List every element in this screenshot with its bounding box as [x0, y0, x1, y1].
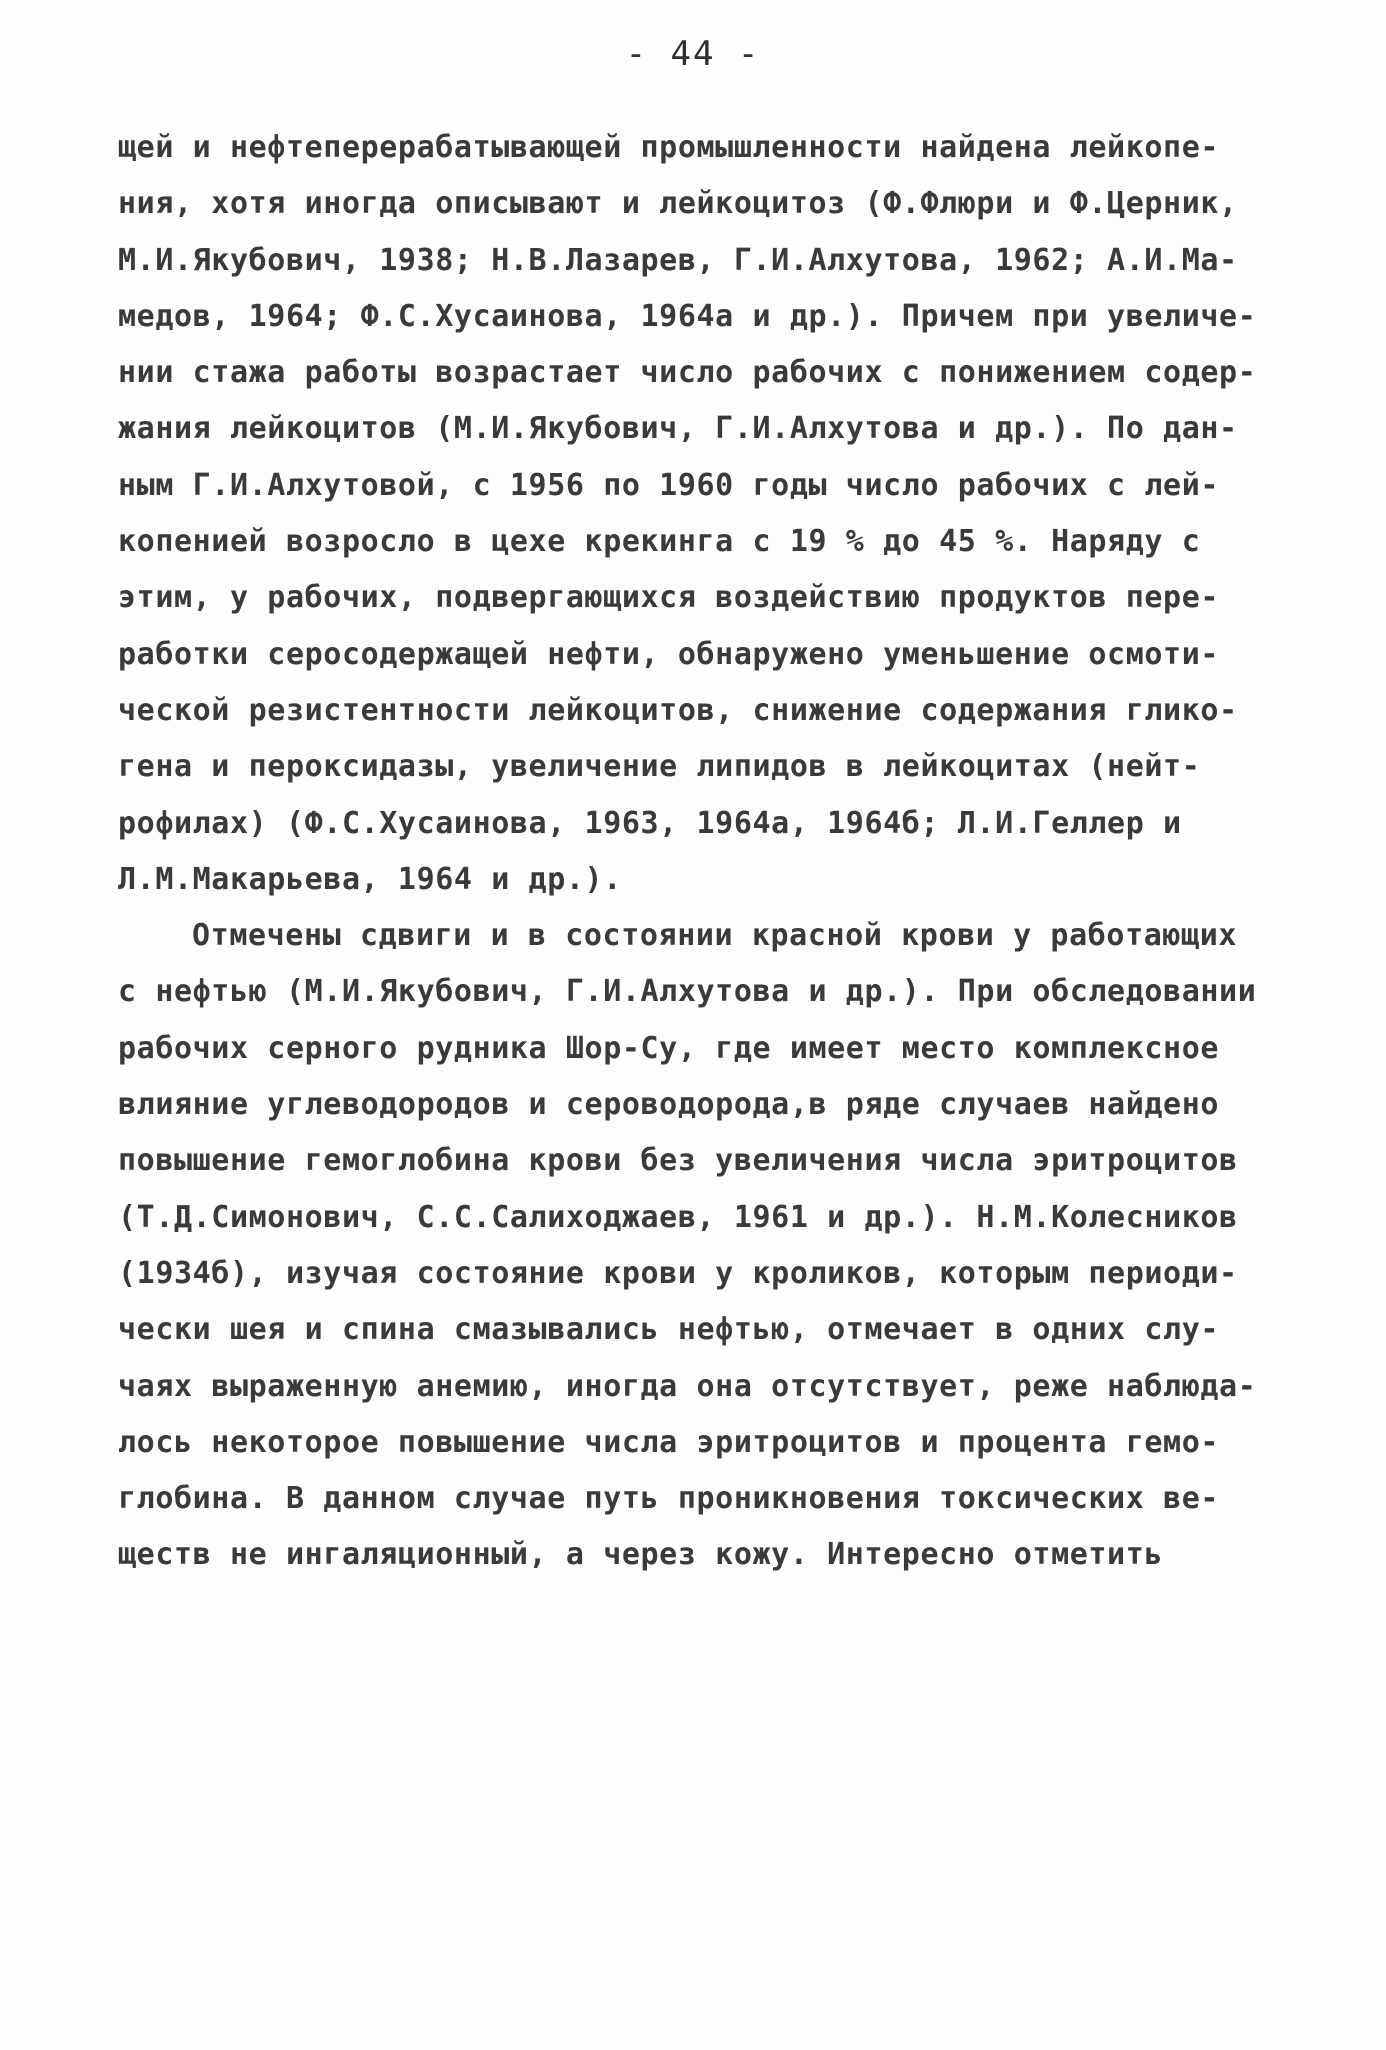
text-line: гена и пероксидазы, увеличение липидов в лейкоцитах (нейт-: [118, 749, 1201, 785]
text-line: рофилах) (Ф.С.Хусаинова, 1963, 1964а, 1964б; Л.И.Геллер и: [118, 805, 1182, 841]
text-line: копенией возросло в цехе крекинга с 19 % до 45 %. Наряду с: [118, 524, 1201, 560]
paragraph-2: [118, 908, 1288, 1584]
text-line: чески шея и спина смазывались нефтью, отмечает в одних слу-: [118, 1312, 1220, 1348]
text-line: влияние углеводородов и сероводорода,в ряде случаев найдено: [118, 1087, 1220, 1123]
text-line: повышение гемоглобина крови без увеличения числа эритроцитов: [118, 1143, 1238, 1179]
page-number: - 44 -: [625, 34, 761, 74]
text-line: жания лейкоцитов (М.И.Якубович, Г.И.Алхутова и др.). По дан-: [118, 411, 1238, 447]
text-line: рабочих серного рудника Шор-Су, где имеет место комплексное: [118, 1030, 1220, 1066]
text-line: (1934б), изучая состояние крови у кроликов, которым периоди-: [118, 1255, 1238, 1291]
text-line: М.И.Якубович, 1938; Н.В.Лазарев, Г.И.Алхутова, 1962; А.И.Ма-: [118, 242, 1238, 278]
text-line: Отмечены сдвиги и в состоянии красной крови у работающих: [192, 918, 1238, 954]
text-line: ния, хотя иногда описывают и лейкоцитоз (Ф.Флюри и Ф.Церник,: [118, 186, 1238, 222]
body-text: [118, 120, 1288, 1584]
text-line: ческой резистентности лейкоцитов, снижение содержания глико-: [118, 692, 1238, 728]
text-line: ным Г.И.Алхутовой, с 1956 по 1960 годы число рабочих с лей-: [118, 467, 1220, 503]
text-line: чаях выраженную анемию, иногда она отсутствует, реже наблюда-: [118, 1368, 1257, 1404]
text-line: работки серосодержащей нефти, обнаружено уменьшение осмоти-: [118, 636, 1220, 672]
text-line: ществ не ингаляционный, а через кожу. Интересно отметить: [118, 1537, 1164, 1573]
text-line: с нефтью (М.И.Якубович, Г.И.Алхутова и др.). При обследовании: [118, 974, 1257, 1010]
text-line: щей и нефтеперерабатывающей промышленности найдена лейкопе-: [118, 130, 1220, 165]
text-line: (Т.Д.Симонович, С.С.Салиходжаев, 1961 и др.). Н.М.Колесников: [118, 1199, 1238, 1235]
text-line: глобина. В данном случае путь проникновения токсических ве-: [118, 1481, 1220, 1517]
text-line: нии стажа работы возрастает число рабочих с понижением содер-: [118, 355, 1257, 391]
text-line: Л.М.Макарьева, 1964 и др.).: [118, 861, 622, 897]
text-line: медов, 1964; Ф.С.Хусаинова, 1964а и др.). Причем при увеличе-: [118, 298, 1257, 334]
paragraph-1: [118, 120, 1288, 908]
text-line: лось некоторое повышение числа эритроцитов и процента гемо-: [118, 1424, 1220, 1460]
text-line: этим, у рабочих, подвергающихся воздействию продуктов пере-: [118, 580, 1220, 616]
